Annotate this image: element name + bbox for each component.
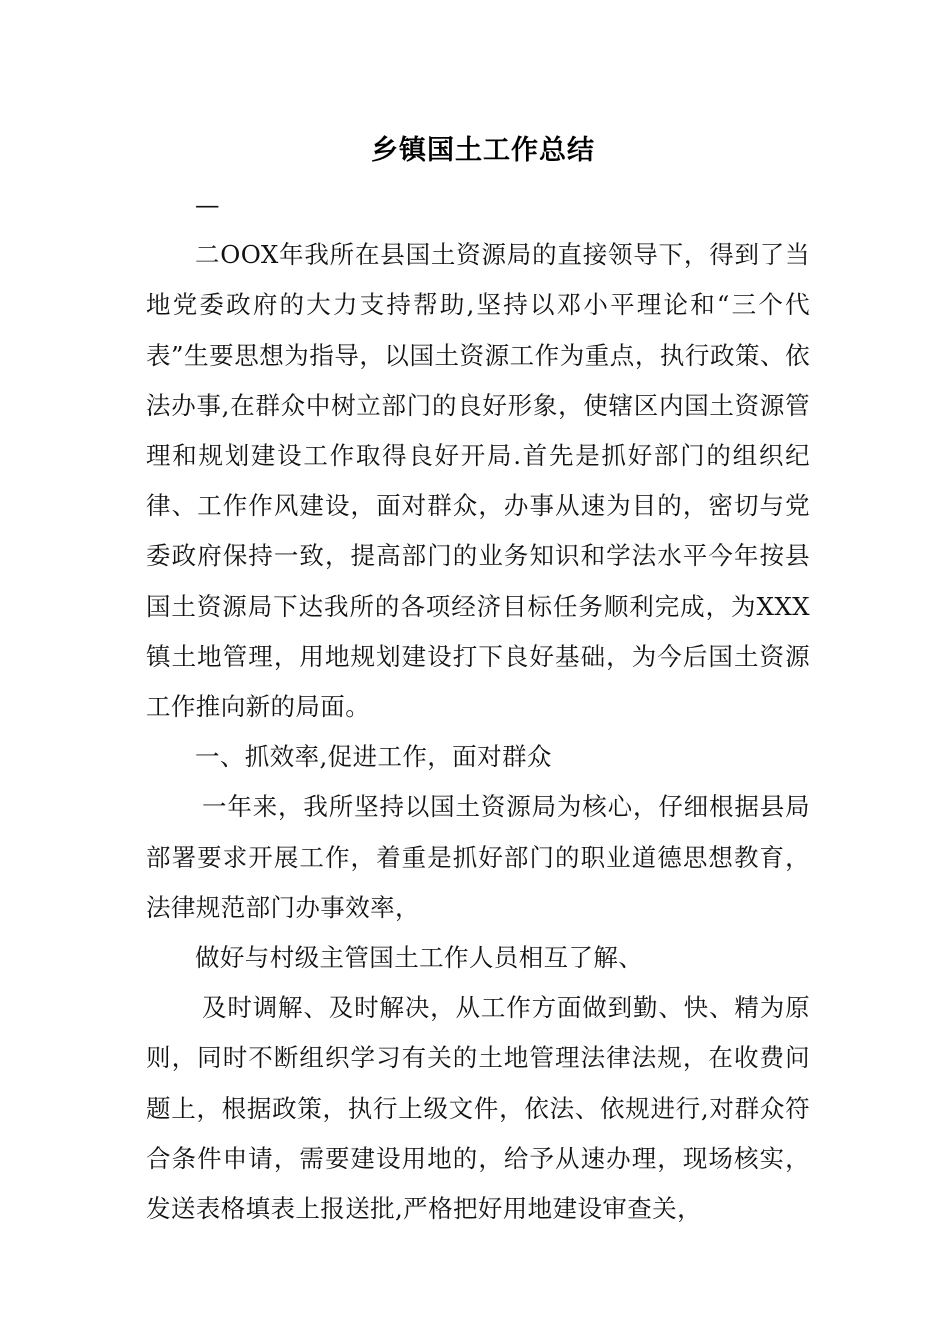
section-dash: — [195,190,220,219]
body-paragraph: 一年来，我所坚持以国土资源局为核心，仔细根据县局部署要求开展工作，着重是抓好部门的职业道德思想教育，法律规范部门办事效率， [146,792,810,922]
document-body [146,180,810,1234]
body-paragraph: 及时调解、及时解决，从工作方面做到勤、快、精为原则，同时不断组织学习有关的土地管理法律法规，在收费问题上，根据政策，执行上级文件，依法、依规进行,对群众符合条件申请，需要建设用地的，给予从速办理，现场核实，发送表格填表上报送批,严格把好用地建设审查关， [146,993,810,1224]
body-paragraph: 做好与村级主管国土工作人员相互了解、 [195,943,644,973]
intro-paragraph: 二OOX年我所在县国土资源局的直接领导下，得到了当地党委政府的大力支持帮助,坚持以邓小平理论和“三个代表”生要思想为指导，以国土资源工作为重点，执行政策、依法办事,在群众中树立部门的良好形象，使辖区内国土资源管理和规划建设工作取得良好开局.首先是抓好部门的组织纪律、工作作风建设，面对群众，办事从速为目的，密切与党委政府保持一致，提高部门的业务知识和学法水平今年按县国土资源局下达我所的各项经济目标任务顺利完成，为XXX镇土地管理，用地规划建设打下良好基础，为今后国土资源工作推向新的局面。 [146,240,810,722]
document-title: 乡镇国土工作总结 [371,135,595,166]
section-heading: 一、抓效率,促进工作，面对群众 [195,742,552,772]
